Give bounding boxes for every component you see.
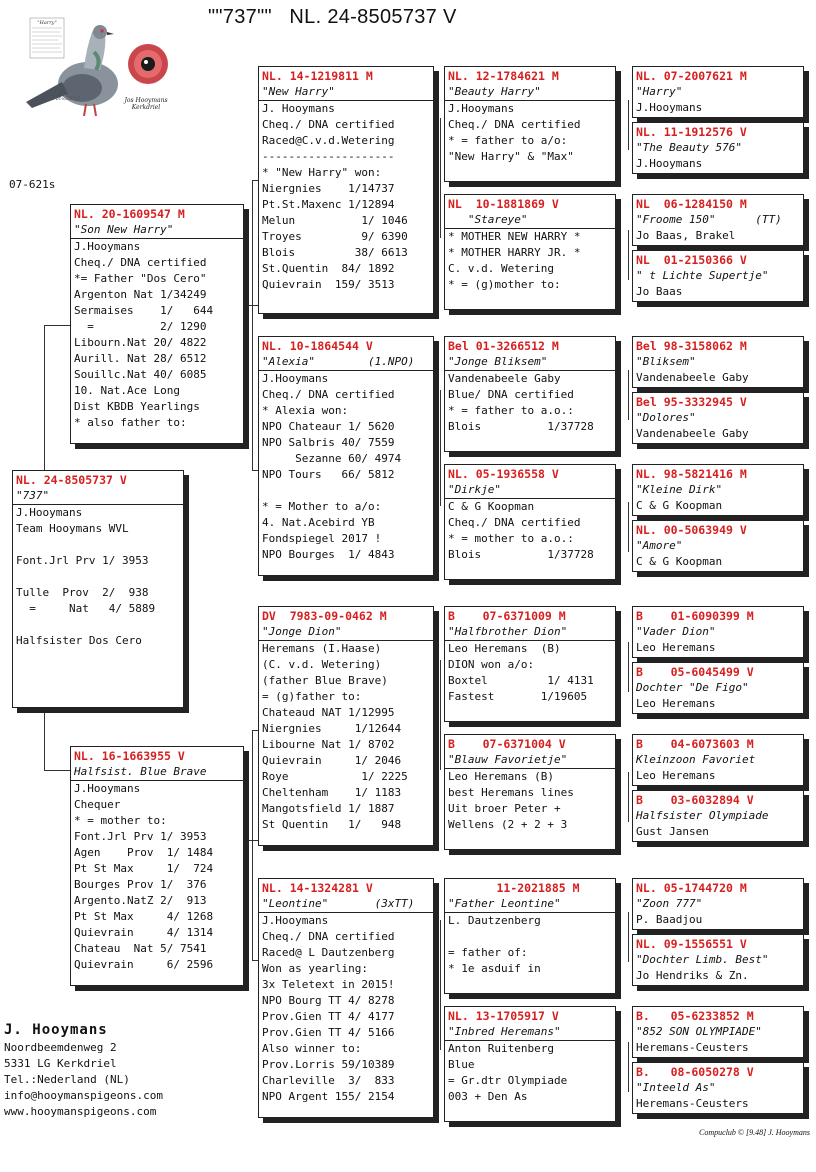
pedigree-line: Libourne Nat 1/ 8702 xyxy=(262,738,395,751)
pigeon-name: "Stareye" xyxy=(445,212,615,229)
ring-number: NL 10-1881869 V xyxy=(448,197,559,211)
pedigree-line: Heremans-Ceusters xyxy=(636,1097,749,1110)
pedigree-line: J.Hooymans xyxy=(636,101,703,114)
pedigree-line: Won as yearling: xyxy=(262,962,368,975)
website-link[interactable]: www.hooymanspigeons.com xyxy=(4,1105,157,1118)
pedigree-line: Font.Jrl Prv 1/ 3953 xyxy=(74,830,207,843)
ring-number: Bel 98-3158062 M xyxy=(636,339,747,353)
connector xyxy=(628,230,629,280)
pedigree-line: DION won a/o: xyxy=(448,658,535,671)
pedigree-line: Vandenabeele Gaby xyxy=(448,372,561,385)
ring-number: B 07-6371009 M xyxy=(448,609,566,623)
ring-number: NL. 05-1936558 V xyxy=(448,467,559,481)
pedigree-line: Also winner to: xyxy=(262,1042,362,1055)
pigeon-card-fff xyxy=(444,66,616,182)
ring-number: NL. 07-2007621 M xyxy=(636,69,747,83)
pedigree-line: J.Hooymans xyxy=(262,372,329,385)
pedigree-line: Charleville 3/ 833 xyxy=(262,1074,395,1087)
pedigree-line: Boxtel 1/ 4131 xyxy=(448,674,594,687)
pedigree-line: Argenton Nat 1/34249 xyxy=(74,288,207,301)
pedigree-line xyxy=(16,537,180,553)
pigeon-name: "Bliksem" xyxy=(636,355,696,368)
pedigree-line: Niergnies 1/14737 xyxy=(262,182,395,195)
address-line: Noordbeemdenweg 2 xyxy=(4,1041,117,1054)
pedigree-line: 10. Nat.Ace Long xyxy=(74,384,180,397)
pigeon-card-g9 xyxy=(632,606,804,658)
pedigree-line: L. Dautzenberg xyxy=(448,914,541,927)
pigeon-card-g16 xyxy=(632,1062,804,1114)
pedigree-line: J. Hooymans xyxy=(262,102,335,115)
ring-number: NL. 09-1556551 V xyxy=(636,937,747,951)
pigeon-name: "Beauty Harry" xyxy=(445,84,615,101)
connector xyxy=(440,660,441,770)
pigeon-name: "Jonge Bliksem" xyxy=(445,354,615,371)
pedigree-line: Cheq./ DNA certified xyxy=(262,388,395,401)
pedigree-line: * MOTHER HARRY JR. * xyxy=(448,246,581,259)
pedigree-line: J.Hooymans xyxy=(448,102,515,115)
pedigree-line: "New Harry" & "Max" xyxy=(448,150,574,163)
pedigree-line: * 1e asduif in xyxy=(448,962,541,975)
connector xyxy=(252,730,253,960)
pigeon-card-mff xyxy=(444,606,616,722)
logo-caption-place: Kerkdriel xyxy=(131,104,161,111)
pedigree-line: Leo Heremans (B) xyxy=(448,770,554,783)
pedigree-line: Pt St Max 4/ 1268 xyxy=(74,910,214,923)
pedigree-line: Fondspiegel 2017 ! xyxy=(262,532,382,545)
side-code: 07-621s xyxy=(9,178,56,191)
pigeon-name: Halfsist. Blue Brave xyxy=(71,764,243,781)
pigeon-name: Kleinzoon Favoriet xyxy=(636,753,756,766)
pedigree-line: Heremans (I.Haase) xyxy=(262,642,382,655)
pigeon-name: "Alexia" (1.NPO) xyxy=(259,354,433,371)
pedigree-line: * = father to a.o.: xyxy=(448,404,574,417)
ring-number: B 07-6371004 V xyxy=(448,737,566,751)
pigeon-card-g8 xyxy=(632,520,804,572)
pigeon-card-ff xyxy=(258,66,434,314)
pedigree-line: * Alexia won: xyxy=(262,404,349,417)
connector xyxy=(44,770,72,771)
ring-number: Bel 95-3332945 V xyxy=(636,395,747,409)
pedigree-line: C & G Koopman xyxy=(636,499,723,512)
pedigree-line: Cheq./ DNA certified xyxy=(448,118,581,131)
pedigree-line: Uit broer Peter + xyxy=(448,802,561,815)
ring-number: NL. 24-8505737 V xyxy=(16,473,127,487)
pedigree-line: Jo Hendriks & Zn. xyxy=(636,969,749,982)
pigeon-card-mm xyxy=(258,878,434,1118)
pedigree-line: Souillc.Nat 40/ 6085 xyxy=(74,368,207,381)
pigeon-name: "Inteeld As" xyxy=(636,1081,716,1094)
pigeon-card-mmf xyxy=(444,878,616,994)
address-line: Tel.:Nederland (NL) xyxy=(4,1073,130,1086)
pedigree-line xyxy=(16,617,180,633)
pigeon-card-g3 xyxy=(632,194,804,246)
footer-credit: Compuclub © [9.48] J. Hooymans xyxy=(699,1128,810,1137)
ring-number: NL. 05-1744720 M xyxy=(636,881,747,895)
pigeon-card-fmm xyxy=(444,464,616,580)
pigeon-name: "Froome 150" (TT) xyxy=(636,213,782,226)
connector xyxy=(244,840,258,841)
pigeon-card-fmf xyxy=(444,336,616,452)
pedigree-line: Halfsister Dos Cero xyxy=(16,634,142,647)
pedigree-line xyxy=(448,929,612,945)
pigeon-card-subject xyxy=(12,470,184,708)
pedigree-line: * = mother to a.o.: xyxy=(448,532,574,545)
pedigree-line: = 2/ 1290 xyxy=(74,320,207,333)
pedigree-line: Vandenabeele Gaby xyxy=(636,371,749,384)
pigeon-name: Dochter "De Figo" xyxy=(636,681,749,694)
pedigree-line: Cheltenham 1/ 1183 xyxy=(262,786,402,799)
pedigree-line: -------------------- xyxy=(262,150,395,163)
logo-legend: "Harry" xyxy=(37,20,57,26)
ring-number: NL. 14-1219811 M xyxy=(262,69,373,83)
logo-ring-text: NL. 24-8505737 xyxy=(48,96,81,101)
pigeon-name: "Halfbrother Dion" xyxy=(445,624,615,641)
pedigree-line: Jo Baas, Brakel xyxy=(636,229,736,242)
pedigree-line: Raced@ L Dautzenberg xyxy=(262,946,395,959)
ring-number: NL 01-2150366 V xyxy=(636,253,747,267)
pedigree-line: Sezanne 60/ 4974 xyxy=(262,452,402,465)
connector xyxy=(628,370,629,420)
pedigree-line: * "New Harry" won: xyxy=(262,166,382,179)
pigeon-name: "Dirkje" xyxy=(445,482,615,499)
pigeon-card-g7 xyxy=(632,464,804,516)
pedigree-line: J.Hooymans xyxy=(74,240,141,253)
pedigree-line: Blue xyxy=(448,1058,475,1071)
owner-address xyxy=(4,1020,163,1120)
ring-number: NL 06-1284150 M xyxy=(636,197,747,211)
pedigree-line: NPO Chateaur 1/ 5620 xyxy=(262,420,395,433)
pedigree-line: (C. v.d. Wetering) xyxy=(262,658,382,671)
pigeon-card-g15 xyxy=(632,1006,804,1058)
pigeon-name: "New Harry" xyxy=(259,84,433,101)
pedigree-line: Team Hooymans WVL xyxy=(16,522,129,535)
pigeon-card-g11 xyxy=(632,734,804,786)
pedigree-line: Quievrain 4/ 1314 xyxy=(74,926,214,939)
pigeon-card-g6 xyxy=(632,392,804,444)
pedigree-line: = (g)father to: xyxy=(262,690,362,703)
pedigree-line: = father of: xyxy=(448,946,528,959)
ring-number: NL. 13-1705917 V xyxy=(448,1009,559,1023)
email-link[interactable]: info@hooymanspigeons.com xyxy=(4,1089,163,1102)
pigeon-name: "Father Leontine" xyxy=(445,896,615,913)
owner-name: J. Hooymans xyxy=(4,1022,108,1038)
pedigree-line: Troyes 9/ 6390 xyxy=(262,230,408,243)
page-title: ""737"" NL. 24-8505737 V xyxy=(208,6,457,28)
pigeon-card-mmm xyxy=(444,1006,616,1122)
pedigree-line: Chateaud NAT 1/12995 xyxy=(262,706,395,719)
pigeon-name: " t Lichte Supertje" xyxy=(636,269,769,282)
pedigree-line: Fastest 1/19605 xyxy=(448,690,588,703)
pedigree-line: NPO Salbris 40/ 7559 xyxy=(262,436,395,449)
pigeon-card-g1 xyxy=(632,66,804,118)
pedigree-line: NPO Argent 155/ 2154 xyxy=(262,1090,395,1103)
pedigree-line: * MOTHER NEW HARRY * xyxy=(448,230,581,243)
pigeon-name: "Inbred Heremans" xyxy=(445,1024,615,1041)
ring-number: NL. 10-1864544 V xyxy=(262,339,373,353)
pigeon-name: "Dolores" xyxy=(636,411,696,424)
pedigree-line: P. Baadjou xyxy=(636,913,703,926)
connector xyxy=(440,920,441,1050)
pigeon-card-g2 xyxy=(632,122,804,174)
pedigree-line: 4. Nat.Acebird YB xyxy=(262,516,375,529)
pigeon-name: "Dochter Limb. Best" xyxy=(636,953,769,966)
pigeon-card-father xyxy=(70,204,244,444)
pedigree-line: Leo Heremans (B) xyxy=(448,642,561,655)
pigeon-name: "Leontine" (3xTT) xyxy=(259,896,433,913)
pedigree-line: Leo Heremans xyxy=(636,641,716,654)
pedigree-line: Mangotsfield 1/ 1887 xyxy=(262,802,395,815)
pedigree-line: Aurill. Nat 28/ 6512 xyxy=(74,352,207,365)
ring-number: Bel 01-3266512 M xyxy=(448,339,559,353)
connector xyxy=(244,305,258,306)
pedigree-line: best Heremans lines xyxy=(448,786,574,799)
ring-number: NL. 98-5821416 M xyxy=(636,467,747,481)
pedigree-line: Argento.NatZ 2/ 913 xyxy=(74,894,207,907)
ring-number: NL. 14-1324281 V xyxy=(262,881,373,895)
pigeon-card-ffm xyxy=(444,194,616,310)
pedigree-line: Melun 1/ 1046 xyxy=(262,214,408,227)
pedigree-line: Roye 1/ 2225 xyxy=(262,770,408,783)
pigeon-card-mother xyxy=(70,746,244,986)
pigeon-name: Halfsister Olympiade xyxy=(636,809,769,822)
pedigree-line: Quievrain 1/ 2046 xyxy=(262,754,402,767)
address-line: 5331 LG Kerkdriel xyxy=(4,1057,117,1070)
pedigree-line: Prov.Lorris 59/10389 xyxy=(262,1058,395,1071)
pigeon-card-g13 xyxy=(632,878,804,930)
pedigree-line: Bourges Prov 1/ 376 xyxy=(74,878,207,891)
connector xyxy=(252,180,253,470)
pedigree-line: NPO Bourges 1/ 4843 xyxy=(262,548,395,561)
pedigree-line: Dist KBDB Yearlings xyxy=(74,400,200,413)
pigeon-name: "Amore" xyxy=(636,539,683,552)
pedigree-line: J.Hooymans xyxy=(16,506,83,519)
ring-number: B 01-6090399 M xyxy=(636,609,754,623)
pedigree-line: 003 + Den As xyxy=(448,1090,528,1103)
pedigree-line: Blois 1/37728 xyxy=(448,420,594,433)
pedigree-line: (father Blue Brave) xyxy=(262,674,388,687)
pedigree-line: Font.Jrl Prv 1/ 3953 xyxy=(16,554,149,567)
ring-number: NL. 00-5063949 V xyxy=(636,523,747,537)
ring-number: B 05-6045499 V xyxy=(636,665,754,679)
pedigree-line: Blois 38/ 6613 xyxy=(262,246,408,259)
connector xyxy=(628,772,629,822)
logo-caption: Jos Hooymans xyxy=(124,97,168,104)
pedigree-line: Cheq./ DNA certified xyxy=(74,256,207,269)
pedigree-line: NPO Bourg TT 4/ 8278 xyxy=(262,994,395,1007)
pigeon-card-g14 xyxy=(632,934,804,986)
pedigree-line: Leo Heremans xyxy=(636,769,716,782)
pedigree-line: Jo Baas xyxy=(636,285,683,298)
pedigree-line: Leo Heremans xyxy=(636,697,716,710)
pedigree-line: Quievrain 6/ 2596 xyxy=(74,958,214,971)
pedigree-line: * also father to: xyxy=(74,416,187,429)
connector xyxy=(628,642,629,692)
pedigree-line: Sermaises 1/ 644 xyxy=(74,304,214,317)
pigeon-name: "Vader Dion" xyxy=(636,625,716,638)
ring-number: NL. 16-1663955 V xyxy=(74,749,185,763)
ring-number: NL. 12-1784621 M xyxy=(448,69,559,83)
pedigree-line: Libourn.Nat 20/ 4822 xyxy=(74,336,207,349)
pedigree-line: * = father to a/o: xyxy=(448,134,568,147)
pigeon-name: "852 SON OLYMPIADE" xyxy=(636,1025,762,1038)
pedigree-line: Blois 1/37728 xyxy=(448,548,594,561)
pedigree-line: Anton Ruitenberg xyxy=(448,1042,554,1055)
pigeon-card-g5 xyxy=(632,336,804,388)
pedigree-line: Blue/ DNA certified xyxy=(448,388,574,401)
connector xyxy=(628,502,629,552)
pedigree-line xyxy=(262,483,430,499)
ring-number: NL. 11-1912576 V xyxy=(636,125,747,139)
pedigree-line: Niergnies 1/12644 xyxy=(262,722,402,735)
pedigree-line: = Nat 4/ 5889 xyxy=(16,602,156,615)
ring-number: 11-2021885 M xyxy=(448,881,580,895)
pedigree-line: Raced@C.v.d.Wetering xyxy=(262,134,395,147)
connector xyxy=(628,912,629,962)
ring-number: B. 08-6050278 V xyxy=(636,1065,754,1079)
pigeon-name: "Kleine Dirk" xyxy=(636,483,723,496)
connector xyxy=(628,1042,629,1092)
pedigree-line: Heremans-Ceusters xyxy=(636,1041,749,1054)
pedigree-line: Chateau Nat 5/ 7541 xyxy=(74,942,207,955)
pigeon-name: "Jonge Dion" xyxy=(259,624,433,641)
pedigree-line: Vandenabeele Gaby xyxy=(636,427,749,440)
pedigree-line: Quievrain 159/ 3513 xyxy=(262,278,395,291)
connector xyxy=(440,118,441,238)
ring-number: DV 7983-09-0462 M xyxy=(262,609,387,623)
pigeon-card-mf xyxy=(258,606,434,846)
connector xyxy=(44,325,45,470)
connector xyxy=(628,100,629,150)
ring-number: B. 05-6233852 M xyxy=(636,1009,754,1023)
pedigree-line: Cheq./ DNA certified xyxy=(262,118,395,131)
ring-number: B 03-6032894 V xyxy=(636,793,754,807)
pedigree-line: *= Father "Dos Cero" xyxy=(74,272,207,285)
pedigree-line: Cheq./ DNA certified xyxy=(262,930,395,943)
connector xyxy=(440,390,441,506)
pedigree-line: Tulle Prov 2/ 938 xyxy=(16,586,149,599)
connector xyxy=(44,712,45,770)
ring-number: NL. 20-1609547 M xyxy=(74,207,185,221)
pigeon-name: "Zoon 777" xyxy=(636,897,703,910)
pedigree-line: J.Hooymans xyxy=(636,157,703,170)
pigeon-name: "The Beauty 576" xyxy=(636,141,742,154)
pigeon-name: "737" xyxy=(13,488,183,505)
pedigree-line: Gust Jansen xyxy=(636,825,709,838)
pedigree-line: J.Hooymans xyxy=(74,782,141,795)
pigeon-logo xyxy=(22,16,190,128)
pedigree-line: Prov.Gien TT 4/ 5166 xyxy=(262,1026,395,1039)
pedigree-line: Prov.Gien TT 4/ 4177 xyxy=(262,1010,395,1023)
pigeon-card-mfm xyxy=(444,734,616,850)
pedigree-line: = Gr.dtr Olympiade xyxy=(448,1074,568,1087)
pigeon-name: "Son New Harry" xyxy=(71,222,243,239)
pedigree-line: NPO Tours 66/ 5812 xyxy=(262,468,395,481)
pedigree-line: C & G Koopman xyxy=(636,555,723,568)
pigeon-name: "Harry" xyxy=(636,85,683,98)
pigeon-card-g12 xyxy=(632,790,804,842)
pedigree-line: Cheq./ DNA certified xyxy=(448,516,581,529)
pedigree-line: * = (g)mother to: xyxy=(448,278,561,291)
pedigree-line: 3x Teletext in 2015! xyxy=(262,978,395,991)
pedigree-line: Pt.St.Maxenc 1/12894 xyxy=(262,198,395,211)
pedigree-line: * = Mother to a/o: xyxy=(262,500,382,513)
pigeon-card-g10 xyxy=(632,662,804,714)
pedigree-line: Agen Prov 1/ 1484 xyxy=(74,846,214,859)
pedigree-line: J.Hooymans xyxy=(262,914,329,927)
ring-number: B 04-6073603 M xyxy=(636,737,754,751)
pigeon-card-g4 xyxy=(632,250,804,302)
pedigree-line: C. v.d. Wetering xyxy=(448,262,554,275)
pedigree-line: C & G Koopman xyxy=(448,500,535,513)
pedigree-line: Pt St Max 1/ 724 xyxy=(74,862,214,875)
pedigree-line xyxy=(16,569,180,585)
pedigree-line: Chequer xyxy=(74,798,121,811)
pedigree-line: St.Quentin 84/ 1892 xyxy=(262,262,395,275)
pigeon-card-fm xyxy=(258,336,434,576)
pedigree-line: Wellens (2 + 2 + 3 xyxy=(448,818,568,831)
pedigree-line: St Quentin 1/ 948 xyxy=(262,818,402,831)
pedigree-line: * = mother to: xyxy=(74,814,167,827)
connector xyxy=(44,325,72,326)
pigeon-name: "Blauw Favorietje" xyxy=(445,752,615,769)
